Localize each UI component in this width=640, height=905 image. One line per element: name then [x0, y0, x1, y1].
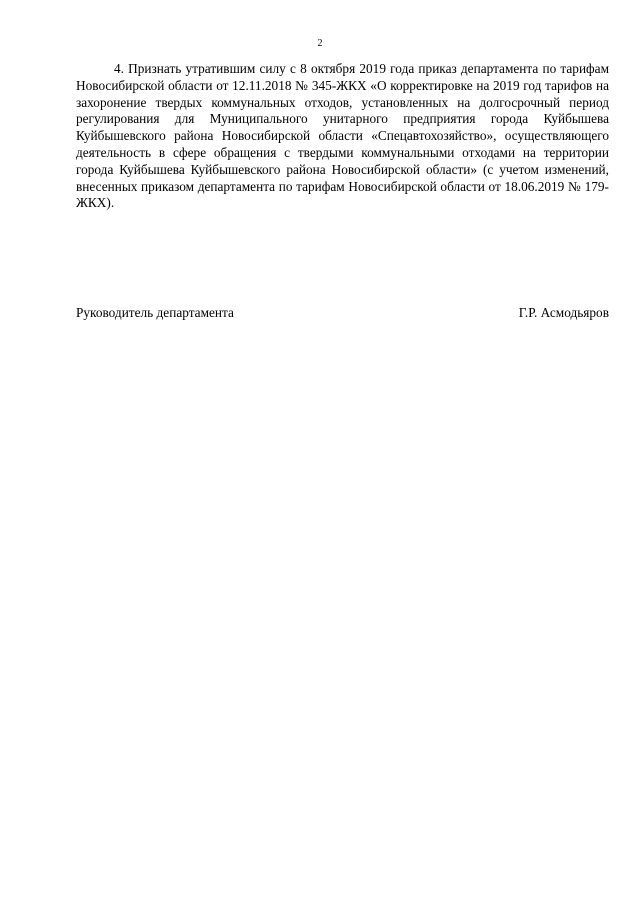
- page-number: 2: [317, 38, 323, 49]
- signatory-position: Руководитель департамента: [76, 305, 234, 320]
- signature-block: [76, 305, 609, 321]
- signatory-name: Г.Р. Асмодьяров: [518, 305, 609, 320]
- paragraph-item-4: 4. Признать утратившим силу с 8 октября 2019 года приказ департамента по тарифам Новосибирской области от 12.11.2018 № 345-ЖКХ «О корректировке на 2019 год тарифов на захоронение твердых коммунальных отходов, установленных на долгосрочный период регулирования для Муниципального унитарного предприятия города Куйбышева Куйбышевского района Новосибирской области «Спецавтохозяйство», осуществляющего деятельность в сфере обращения с твердыми коммунальными отходами на территории города Куйбышева Куйбышевского района Новосибирской области» (с учетом изменений, внесенных приказом департамента по тарифам Новосибирской области от 18.06.2019 № 179-ЖКХ).: [76, 61, 609, 211]
